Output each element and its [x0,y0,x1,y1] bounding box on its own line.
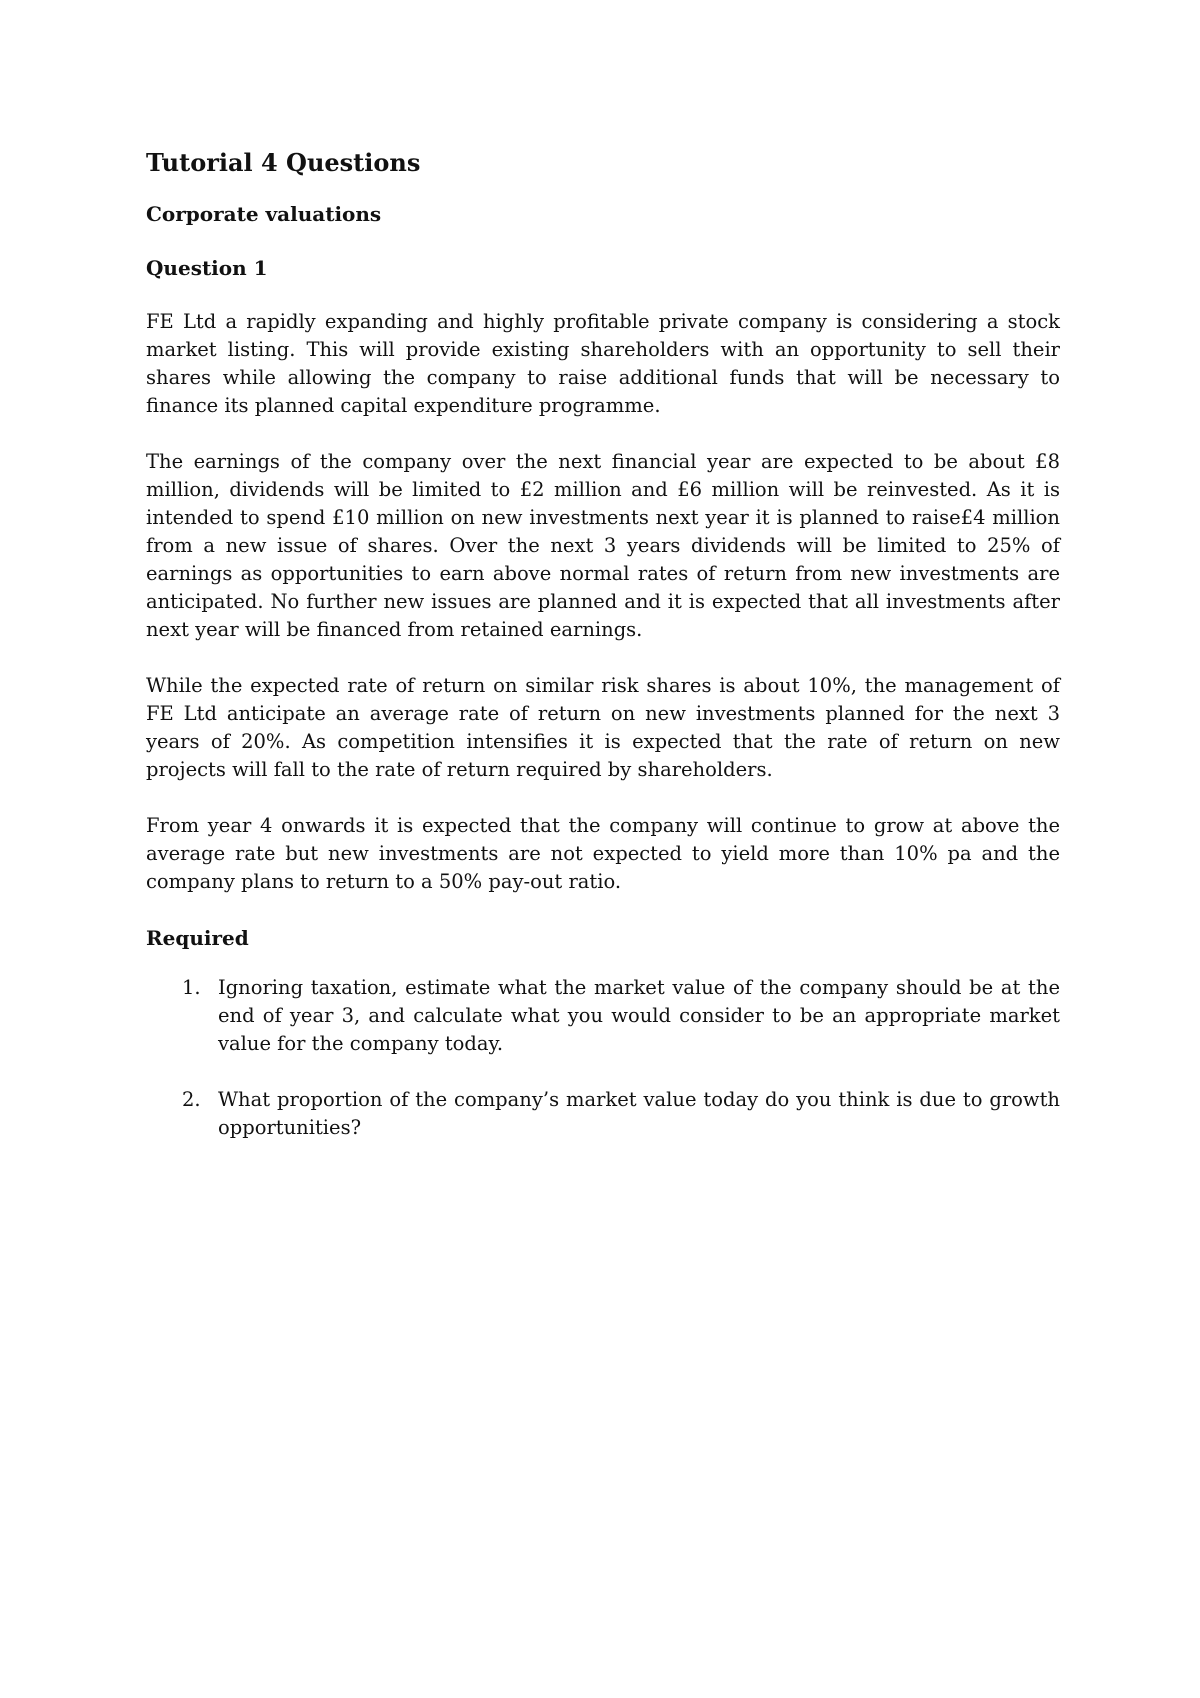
required-item [146,1086,1060,1142]
required-item-number: 1. [182,976,201,999]
document-subtitle: Corporate valuations [146,202,382,226]
required-list [146,974,1060,1142]
document-body [146,146,1060,1170]
required-heading: Required [146,926,249,950]
document-title: Tutorial 4 Questions [146,148,421,177]
paragraph-rate-of-return: While the expected rate of return on similar risk shares is about 10%, the management of FE Ltd anticipate an average rate of return on new investments planned for the next 3 years of 20%. As competition intensifies it is expected that the rate of return on new projects will fall to the rate of return required by shareholders. [146,674,1060,781]
required-item-text: Ignoring taxation, estimate what the market value of the company should be at the end of year 3, and calculate what you would consider to be an appropriate market value for the company today. [218,976,1060,1055]
paragraph-earnings: The earnings of the company over the next financial year are expected to be about £8 million, dividends will be limited to £2 million and £6 million will be reinvested. As it is intended to spend £10 million on new investments next year it is planned to raise£4 million from a new issue of shares. Over the next 3 years dividends will be limited to 25% of earnings as opportunities to earn above normal rates of return from new investments are anticipated. No further new issues are planned and it is expected that all investments after next year will be financed from retained earnings. [146,450,1060,641]
required-item-text: What proportion of the company’s market value today do you think is due to growth opportunities? [218,1088,1060,1139]
paragraph-company-listing: FE Ltd a rapidly expanding and highly profitable private company is considering a stock market listing. This will provide existing shareholders with an opportunity to sell their shares while allowing the company to raise additional funds that will be necessary to finance its planned capital expenditure programme. [146,310,1060,417]
required-item [146,974,1060,1058]
question-heading: Question 1 [146,256,268,280]
paragraph-year-four: From year 4 onwards it is expected that the company will continue to grow at above the average rate but new investments are not expected to yield more than 10% pa and the company plans to return to a 50% pay-out ratio. [146,814,1060,893]
required-item-number: 2. [182,1088,201,1111]
